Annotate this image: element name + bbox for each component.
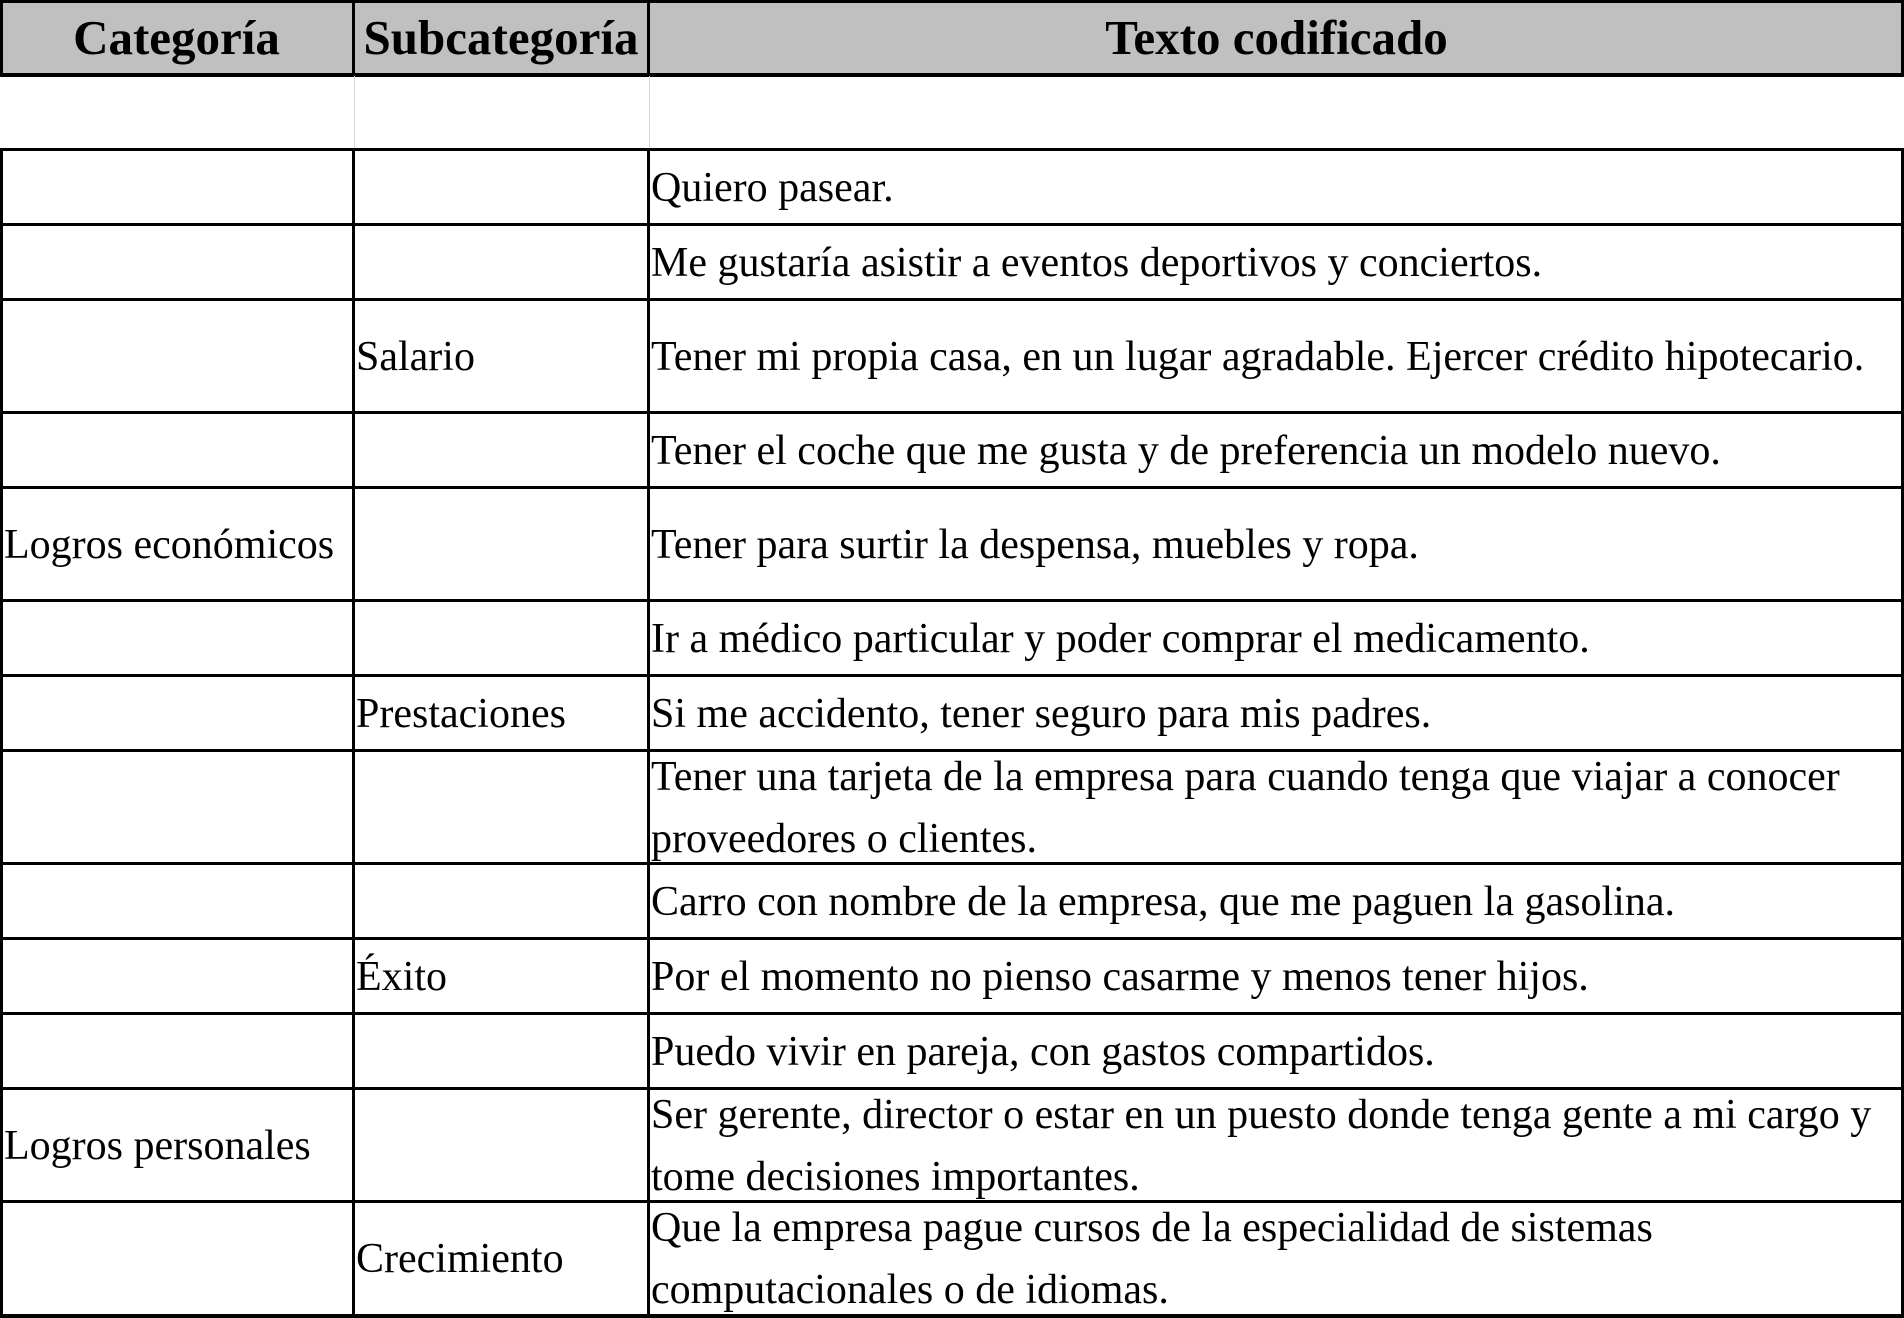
grid-line bbox=[649, 76, 650, 150]
grid-line bbox=[0, 1200, 1904, 1203]
cell-texto: Tener para surtir la despensa, muebles y ropa. bbox=[651, 521, 1419, 568]
header-categoria: Categoría bbox=[73, 9, 280, 65]
table-row bbox=[0, 413, 1904, 488]
table-row bbox=[0, 601, 1904, 676]
cell-categoria: Logros económicos bbox=[4, 521, 335, 568]
table-row bbox=[0, 751, 1904, 864]
cell-texto: Si me accidento, tener seguro para mis padres. bbox=[651, 690, 1432, 737]
grid-line bbox=[0, 749, 1904, 752]
cell-texto: Me gustaría asistir a eventos deportivos y conciertos. bbox=[651, 239, 1543, 286]
cell-categoria bbox=[0, 751, 353, 864]
cell-texto: Carro con nombre de la empresa, que me paguen la gasolina. bbox=[651, 878, 1675, 925]
grid-line bbox=[0, 862, 1904, 865]
grid-line bbox=[0, 937, 1904, 940]
cell-subcategoria bbox=[353, 150, 649, 225]
grid-line bbox=[0, 1012, 1904, 1015]
table-row bbox=[0, 225, 1904, 300]
cell-texto: Tener una tarjeta de la empresa para cuando tenga que viajar a conocer proveedores o clientes. bbox=[651, 753, 1840, 862]
cell-texto: Que la empresa pague cursos de la especialidad de sistemas computacionales o de idiomas. bbox=[651, 1205, 1653, 1313]
cell-categoria bbox=[0, 601, 353, 676]
table-row bbox=[0, 1202, 1904, 1316]
grid-line bbox=[0, 0, 1904, 3]
grid-line bbox=[0, 411, 1904, 414]
cell-categoria bbox=[0, 1202, 353, 1316]
table-row bbox=[0, 676, 1904, 751]
cell-texto: Quiero pasear. bbox=[651, 164, 894, 211]
header-subcategoria: Subcategoría bbox=[363, 9, 639, 65]
grid-line bbox=[0, 0, 3, 76]
grid-line bbox=[0, 73, 1904, 77]
cell-subcategoria bbox=[353, 601, 649, 676]
table-row bbox=[0, 150, 1904, 225]
cell-categoria bbox=[0, 413, 353, 488]
cell-subcategoria: Éxito bbox=[356, 953, 447, 1000]
header-texto-codificado: Texto codificado bbox=[1105, 9, 1448, 65]
cell-subcategoria bbox=[353, 488, 649, 601]
grid-line bbox=[352, 148, 355, 1318]
grid-line bbox=[0, 223, 1904, 226]
cell-subcategoria bbox=[353, 413, 649, 488]
grid-line bbox=[0, 148, 3, 1318]
grid-line bbox=[647, 148, 650, 1318]
grid-line bbox=[0, 298, 1904, 301]
grid-line bbox=[0, 1314, 1904, 1318]
cell-categoria bbox=[0, 1014, 353, 1089]
grid-line bbox=[352, 0, 355, 76]
grid-line bbox=[0, 486, 1904, 489]
table-header-row bbox=[0, 0, 1904, 74]
cell-subcategoria bbox=[353, 864, 649, 939]
cell-subcategoria bbox=[353, 1014, 649, 1089]
table-row bbox=[0, 300, 1904, 413]
table-row bbox=[0, 1014, 1904, 1089]
table-row bbox=[0, 939, 1904, 1014]
cell-categoria: Logros personales bbox=[4, 1122, 311, 1169]
cell-subcategoria: Salario bbox=[356, 333, 475, 380]
cell-categoria bbox=[0, 225, 353, 300]
cell-subcategoria: Crecimiento bbox=[356, 1236, 564, 1282]
table-row bbox=[0, 1089, 1904, 1202]
cell-texto: Puedo vivir en pareja, con gastos compartidos. bbox=[651, 1028, 1435, 1075]
cell-categoria bbox=[0, 864, 353, 939]
cell-categoria bbox=[0, 300, 353, 413]
table-row bbox=[0, 864, 1904, 939]
cell-texto: Tener mi propia casa, en un lugar agradable. Ejercer crédito hipotecario. bbox=[651, 333, 1865, 380]
grid-line bbox=[0, 599, 1904, 602]
grid-line bbox=[0, 1087, 1904, 1090]
cell-texto: Ir a médico particular y poder comprar el medicamento. bbox=[651, 615, 1590, 662]
cell-texto: Ser gerente, director o estar en un puesto donde tenga gente a mi cargo y tome decisiones importantes. bbox=[651, 1091, 1872, 1200]
cell-subcategoria bbox=[353, 1089, 649, 1202]
cell-categoria bbox=[0, 150, 353, 225]
cell-categoria bbox=[0, 676, 353, 751]
cell-subcategoria bbox=[353, 751, 649, 864]
cell-subcategoria: Prestaciones bbox=[356, 690, 566, 737]
grid-line bbox=[0, 674, 1904, 677]
cell-texto: Por el momento no pienso casarme y menos tener hijos. bbox=[651, 953, 1589, 1000]
cell-texto: Tener el coche que me gusta y de preferencia un modelo nuevo. bbox=[651, 427, 1721, 474]
cell-categoria bbox=[0, 939, 353, 1014]
grid-line bbox=[0, 148, 1904, 151]
grid-line bbox=[354, 76, 355, 150]
table-row bbox=[0, 488, 1904, 601]
cell-subcategoria bbox=[353, 225, 649, 300]
grid-line bbox=[647, 0, 650, 76]
